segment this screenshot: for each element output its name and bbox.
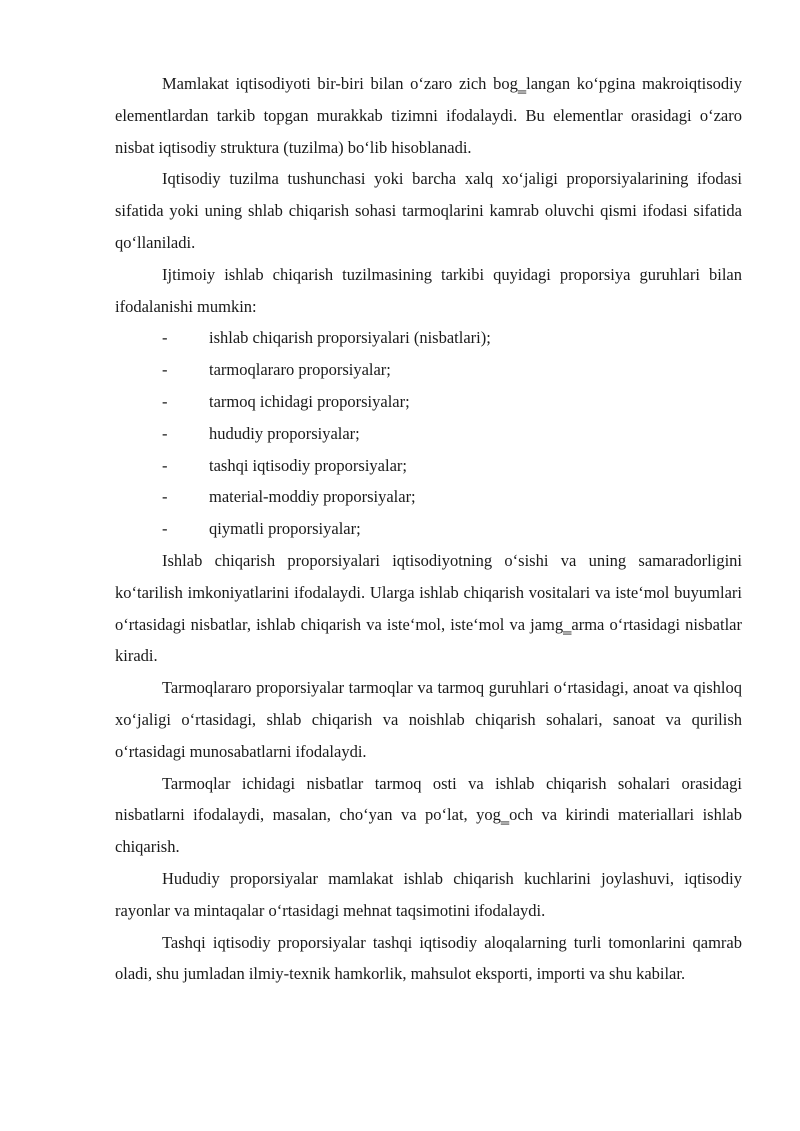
list-item-text: qiymatli proporsiyalar; xyxy=(209,519,361,539)
paragraph-intrasectoral-proportions: Tarmoqlar ichidagi nisbatlar tarmoq osti va ishlab chiqarish sohalari orasidagi nisbatlarni ifodalaydi, masalan, cho‘yan va po‘lat, yog‗och va kirindi materiallari ishlab chiqarish. xyxy=(115,773,742,857)
dash-bullet: - xyxy=(162,391,168,411)
list-item xyxy=(115,354,742,386)
dash-bullet: - xyxy=(162,519,168,539)
dash-bullet: - xyxy=(162,487,168,507)
paragraph-intersectoral-proportions: Tarmoqlararo proporsiyalar tarmoqlar va tarmoq guruhlari o‘rtasidagi, anoat va qishloq xo‘jaligi o‘rtasidagi, shlab chiqarish va noishlab chiqarish sohalari, sanoat va qurilish o‘rtasidagi munosabatlarni ifodalaydi. xyxy=(115,678,742,761)
list-item-text: tarmoq ichidagi proporsiyalar; xyxy=(209,391,410,411)
list-item xyxy=(115,481,742,513)
list-item xyxy=(115,386,742,418)
list-item-text: ishlab chiqarish proporsiyalari (nisbatlari); xyxy=(209,328,491,348)
paragraph-regional-proportions: Hududiy proporsiyalar mamlakat ishlab chiqarish kuchlarini joylashuvi, iqtisodiy rayonlar va mintaqalar o‘rtasidagi mehnat taqsimotini ifodalaydi. xyxy=(115,868,742,920)
list-item xyxy=(115,418,742,450)
dash-bullet: - xyxy=(162,328,168,348)
paragraph-external-economic-proportions: Tashqi iqtisodiy proporsiyalar tashqi iqtisodiy aloqalarning turli tomonlarini qamrab oladi, shu jumladan ilmiy-texnik hamkorlik, mahsulot eksporti, importi va shu kabilar. xyxy=(115,932,742,984)
list-item xyxy=(115,322,742,354)
proportion-groups-list xyxy=(115,322,742,545)
paragraph-production-proportions: Ishlab chiqarish proporsiyalari iqtisodiyotning o‘sishi va uning samaradorligini ko‘tarilish imkoniyatlarini ifodalaydi. Ularga ishlab chiqarish vositalari va iste‘mol buyumlari o‘rtasidagi nisbatlar, ishlab chiqarish va iste‘mol, iste‘mol va jamg‗arma o‘rtasidagi nisbatlar kiradi. xyxy=(115,550,742,666)
list-item xyxy=(115,513,742,545)
list-item-text: material-moddiy proporsiyalar; xyxy=(209,487,416,507)
paragraph-economic-structure-concept: Iqtisodiy tuzilma tushunchasi yoki barcha xalq xo‘jaligi proporsiyalarining ifodasi sifatida yoki uning shlab chiqarish sohasi tarmoqlarini kamrab oluvchi qismi ifodasi sifatida qo‘llaniladi. xyxy=(115,169,742,252)
document-page xyxy=(115,68,742,990)
dash-bullet: - xyxy=(162,423,168,443)
dash-bullet: - xyxy=(162,455,168,475)
dash-bullet: - xyxy=(162,360,168,380)
list-item-text: tashqi iqtisodiy proporsiyalar; xyxy=(209,455,407,475)
list-item-text: hududiy proporsiyalar; xyxy=(209,423,360,443)
paragraph-economy-system: Mamlakat iqtisodiyoti bir-biri bilan o‘zaro zich bog‗langan ko‘pgina makroiqtisodiy elementlardan tarkib topgan murakkab tizimni ifodalaydi. Bu elementlar orasidagi o‘zaro nisbat iqtisodiy struktura (tuzilma) bo‘lib hisoblanadi. xyxy=(115,74,742,157)
list-item xyxy=(115,450,742,482)
list-item-text: tarmoqlararo proporsiyalar; xyxy=(209,360,391,380)
paragraph-proportion-groups-intro: Ijtimoiy ishlab chiqarish tuzilmasining tarkibi quyidagi proporsiya guruhlari bilan ifodalanishi mumkin: xyxy=(115,264,742,316)
